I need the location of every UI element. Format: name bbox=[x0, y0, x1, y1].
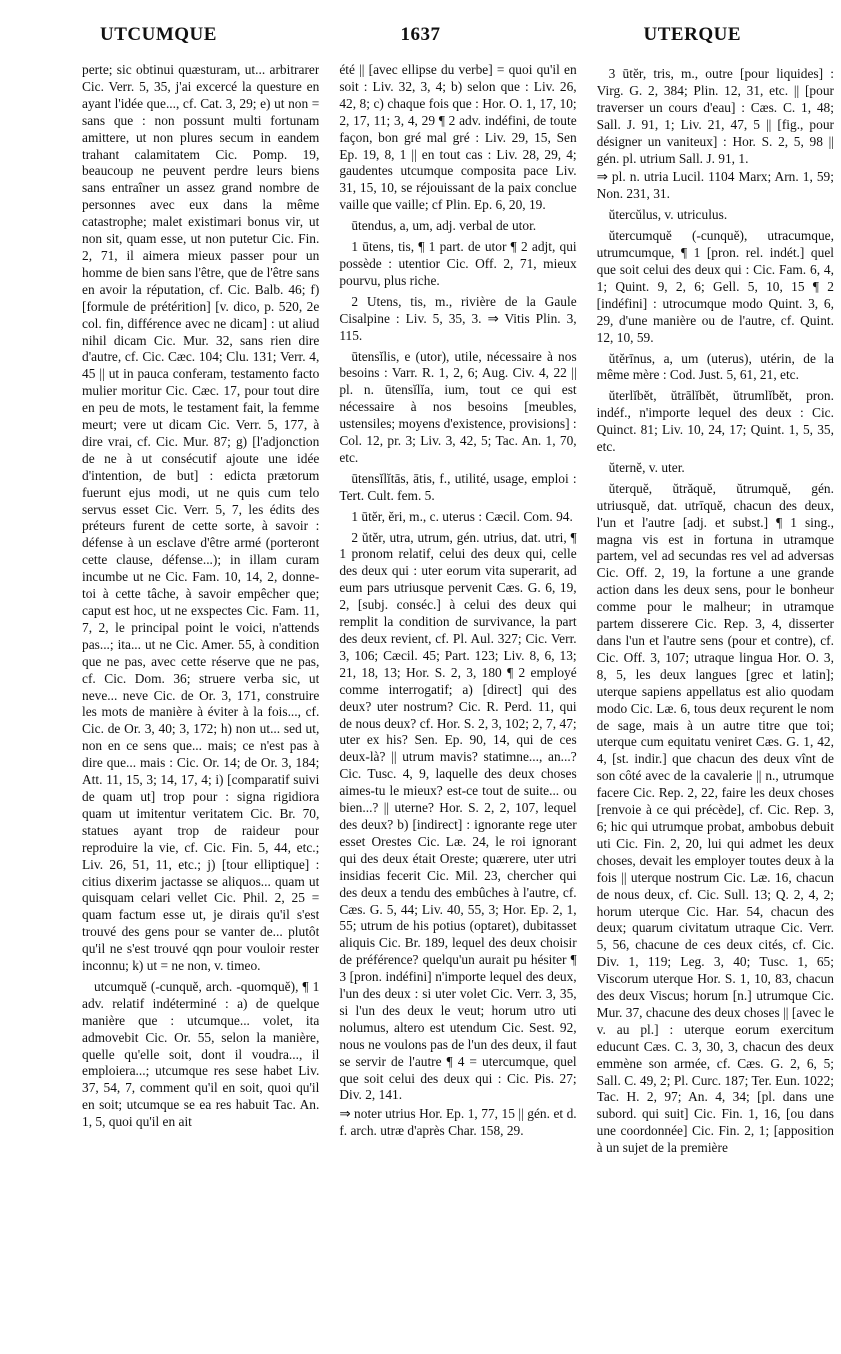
dictionary-entry: ŭtĕrīnus, a, um (uterus), utérin, de la même mère : Cod. Just. 5, 61, 21, etc. bbox=[596, 350, 834, 383]
running-head bbox=[0, 24, 841, 50]
dictionary-entry: ūtensĭlis, e (utor), utile, nécessaire à nos besoins : Varr. R. 1, 2, 6; Aug. Civ. 4, 22 || pl. n. ūtensĭlĭa, ium, tout ce qui est nécessaire à nos besoins [meubles, ustensiles; moyens d'existence, provisions] : Col. 12, pr. 3; Liv. 3, 42, 5; Tac. An. 1, 70, etc. bbox=[339, 348, 577, 465]
dictionary-entry: 2 ŭtĕr, utra, utrum, gén. utrius, dat. utri, ¶ 1 pronom relatif, celui des deux qui, celle des deux qui : uter eorum vita superarit, ad eum pars utriusque pervenit Cæs. G. 6, 19, 2, [subj. conséc.] à celui des deux qui remplit la condition de survivance, la part des deux revient, cf. Pl. Aul. 327; Cic. Verr. 3, 106; Cæcil. 45; Part. 123; Liv. 8, 6, 13; 21, 18, 13; Hor. S. 2, 3, 180 ¶ 2 employé comme interrogatif; a) [direct] qui des deux? uter nostrum? Cic. R. Perd. 11, qui de nous deux? cf. Hor. S. 2, 3, 102; 2, 7, 47; uter ex his? Sen. Ep. 90, 14, qui de ces deux-là? || utrum mavis? statimne..., an...? Cic. Tusc. 4, 9, laquelle des deux choses aimes-tu le mieux? est-ce tout de suite... ou bien...? || uterne? Hor. S. 2, 2, 107, lequel des deux? b) [indirect] : ignorante rege uter esset Orestes Cic. Læ. 24, le roi ignorant qui des deux était Oreste; quærere, uter utri insidias fecerit Cic. Mil. 23, chercher qui des deux a tendu des embûches à l'autre, cf. Cæs. G. 5, 44; Liv. 40, 55, 3; Hor. Ep. 2, 1, 55; utrum de his potius (optaret), dubitasset aliquis Cic. Br. 189, lequel des deux choisir de préférence? quelqu'un aurait pu hésiter ¶ 3 [pron. indéfini] n'importe lequel des deux, l'un des deux : si uter volet Cic. Verr. 3, 35, si l'un des deux le veut; horum utro uti nolumus, altero est utendum Cic. Sest. 92, nous ne voulons pas de l'un des deux, il faut se servir de l'autre ¶ 4 = utercumque, quel que soit celui des deux qui : Cic. Pis. 27; Div. 2, 141. bbox=[339, 529, 577, 1103]
dictionary-entry: utcumquĕ (-cunquĕ, arch. -quomquĕ), ¶ 1 adv. relatif indéterminé : a) de quelque manière que : utcumque... volet, ita admovebit Cic. Or. 55, selon la manière, quelle qu'elle soit, dont il voudra..., il emploiera...; utcumque res sese habet Liv. 37, 54, 7, comment qu'il en soit, quoi qu'il en soit; utcumque se ea res habuit Tac. An. 1, 5, quoi qu'il en ait bbox=[82, 978, 320, 1130]
entry-continuation: ⇒ noter utrius Hor. Ep. 1, 77, 15 || gén. et d. f. arch. utræ d'après Char. 158, 29. bbox=[339, 1106, 577, 1139]
dictionary-entry: ŭtercumquĕ (-cunquĕ), utracumque, utrumcumque, ¶ 1 [pron. rel. indét.] quel que soit celui des deux qui : Cic. Fam. 6, 4, 1; Quint. 9, 2, 6; Gell. 5, 10, 15 ¶ 2 [indéfini] : utrocumque modo Quint. 3, 6, 29, d'une manière ou de l'autre, cf. Quint. 12, 10, 59. bbox=[596, 228, 834, 345]
right-headword: UTERQUE bbox=[643, 24, 741, 45]
entry-continuation: perte; sic obtinui quæsturam, ut... arbitrarer Cic. Verr. 5, 35, j'ai excercé la questure en ayant l'idée que..., cf. Cat. 3, 29; e) ut non = sans que : non possunt multi fortunam amittere, ut non plures secum in eandem trahant calamitatem Cic. Pomp. 19, beaucoup ne peuvent perdre leurs biens sans entraîner un assez grand nombre de personnes avec eux dans la même catastrophe; malet existimari bonus vir, ut non sit, quam esse, ut non putetur Cic. Fin. 2, 71, il aimera mieux passer pour un homme de bien sans l'être, que de l'être sans en avoir la réputation, cf. Cic. Balb. 46; f) [formule de prétérition] [v. dico, p. 520, 2e col. fin, différence avec ne dicam] : ut aliud nihil dicam Cic. Mur. 32, sans rien dire d'autre, cf. Cic. Cæc. 104; Clu. 131; Verr. 4, 45 || ut in pauca conferam, testamento facto mulier moritur Cic. Cæc. 17, pour tout dire en peu de mots, le testament fait, la femme meurt; vere ut dicam Cic. Verr. 5, 177, à dire vrai, cf. Cic. Mur. 87; g) [l'adjonction de ne à ut consécutif ajoute une idée d'intention, de but] : edicta prætorum fuerunt ejus modi, ut ne quis cum telo servus esset Cic. Verr. 5, 7, les édits des préteurs furent de cette sorte, à savoir : défense à un esclave d'être armé (porteront cette clause, défense...); in illam curam incumbe ut ne Cic. Fam. 10, 14, 2, donne-toi à cette tâche, à savoir empêcher que; caput est hoc, ut ne exspectes Cic. Fam. 11, 7, 2, le principal point le voici, n'attends pas...; ita... ut ne Cic. Amer. 55, à condition que ne pas, avec cette réserve que ne pas, cf. Cic. Dom. 36; struere verba sic, ut neve... neve Cic. de Or. 3, 171, construire les mots de manière à éviter à la fois..., cf. Cic. de Or. 3, 40; 3, 172; h) non ut... sed ut, non en ce sens que... mais; ce n'est pas à dire que... mais : Cic. Or. 14; de Or. 3, 184; Att. 11, 15, 3; 14, 17, 4; i) [comparatif suivi de quam ut] trop pour : signa rigidiora quam ut imitentur veritatem Cic. Br. 70, statues ayant trop de raideur pour reproduire la vie, cf. Cic. Fin. 5, 44, etc.; Liv. 26, 51, 11, etc.; j) [tour elliptique] : citius dixerim jactasse se aliquos... quam ut quisquam celari vellet Cic. Phil. 2, 25 = quam factum esse ut, je dirais qu'il s'est trouvé des gens pour se vanter de... plutôt qu'il ne s'est trouvé qqn pour vouloir rester inconnu; k) ut = ne non, v. timeo. bbox=[82, 62, 320, 974]
dictionary-entry: 2 Utens, tis, m., rivière de la Gaule Cisalpine : Liv. 5, 35, 3. ⇒ Vitis Plin. 3, 115. bbox=[339, 293, 577, 343]
dictionary-entry: ŭtercŭlus, v. utriculus. bbox=[608, 207, 728, 223]
left-headword: UTCUMQUE bbox=[100, 24, 217, 45]
dictionary-entry: 1 ūtens, tis, ¶ 1 part. de utor ¶ 2 adjt, qui possède : utentior Cic. Off. 2, 71, mieux pourvu, plus riche. bbox=[339, 239, 577, 288]
dictionary-entry: ūtensĭlĭtās, ātis, f., utilité, usage, emploi : Tert. Cult. fem. 5. bbox=[339, 470, 577, 503]
entry-continuation: été || [avec ellipse du verbe] = quoi qu'il en soit : Liv. 32, 3, 4; b) selon que : Liv. 26, 42, 8; c) chaque fois que : Hor. O. 1, 17, 10; 2, 17, 11; 3, 4, 29 ¶ 2 adv. indéfini, de toute façon, bon gré mal gré : Liv. 29, 15, Sen Ep. 19, 8, 1 || en tout cas : Liv. 28, 29, 4; gaudentes utcumque composita pace Liv. 31, 15, 10, se réjouissant de la paix conclue vaille que vaille; cf Plin. Ep. 6, 20, 19. bbox=[339, 62, 577, 213]
page-number: 1637 bbox=[400, 24, 441, 45]
dictionary-entry: ŭterquĕ, ŭtrăquĕ, ŭtrumquĕ, gén. utriusquĕ, dat. utrīquĕ, chacun des deux, l'un et l'autre [adj. et subst.] ¶ 1 sing., magna vis est in fortuna in utramque partem, vel ad secundas res vel ad adversas Cic. Off. 2, 19, la fortune a une grande action dans les deux sens, pour le bonheur comme pour le malheur; in utramque partem disserere Cic. Rep. 3, 4, disserter dans l'un et l'autre sens (pour et contre), cf. Cic. Off. 3, 107; utraque lingua Hor. O. 3, 8, 5, les deux langues [grec et latin]; uterque sapiens appellatus est alio quodam modo Cic. Læ. 6, tous deux reçurent le nom de sage, mais à un autre titre que toi; uterque cum equitatu veniret Cæs. G. 1, 42, 4, [st. indir.] que chacun des deux vînt de son côté avec de la cavalerie || n., utrumque facere Cic. Rep. 2, 22, faire les deux choses [renvoie à ce qui précède], cf. Cic. Rep. 3, 6; hic qui utrumque probat, ambobus debuit uti Cic. Fin. 2, 20, lui qui admet les deux choses, devait les employer toutes deux à la fois || uterque nostrum Cic. Læ. 16, chacun de nous deux, cf. Cic. Sull. 13; Q. 2, 4, 2; horum uterque Cic. Har. 54, chacun des deux; quarum civitatum utraque Cic. Verr. 5, 56, chacune de ces deux cités, cf. Cic. Div. 1, 119; Leg. 3, 40; Tusc. 1, 65; Viscorum uterque Hor. S. 1, 10, 83, chacun des deux Viscus; horum [n.] utrumque Cic. Mur. 37, chacune des deux choses || [avec le v. au pl.] : uterque eorum exercitum educunt Cæs. C. 3, 30, 3, chacun des deux emmène son armée, cf. Cæs. G. 2, 6, 5; Sall. C. 49, 2; Pl. Curc. 187; Ter. Eun. 1022; Tac. H. 2, 97; An. 4, 34; [pl. dans une subord. qui suit] Cic. Fin. 1, 16, [ou dans une coordonnée] Cic. Fin. 2, 1; [apposition à un sujet de la première bbox=[596, 480, 834, 1156]
dictionary-entry: 3 ūtĕr, tris, m., outre [pour liquides] : Virg. G. 2, 384; Plin. 12, 31, etc. || [pour traverser un cours d'eau] : Cæs. C. 1, 48; Sall. J. 91, 1; Liv. 21, 47, 5 || [fig., pour désigner un vaniteux] : Hor. S. 2, 5, 98 || gén. pl. utrium Sall. J. 91, 1. bbox=[596, 66, 834, 166]
dictionary-entry: ūtendus, a, um, adj. verbal de utor. bbox=[351, 218, 537, 234]
entry-continuation: ⇒ pl. n. utria Lucil. 1104 Marx; Arn. 1, 59; Non. 231, 31. bbox=[596, 169, 834, 202]
text-columns bbox=[82, 62, 834, 1342]
column-2 bbox=[339, 62, 576, 1342]
column-1 bbox=[82, 62, 319, 1342]
column-3 bbox=[597, 62, 834, 1342]
dictionary-entry: ŭternĕ, v. uter. bbox=[608, 459, 685, 475]
dictionary-entry: ŭterlĭbĕt, ŭtrālĭbĕt, ŭtrumlĭbĕt, pron. indéf., n'importe lequel des deux : Cic. Quinct. 81; Liv. 10, 24, 17; Quint. 1, 5, 35, etc. bbox=[596, 388, 834, 455]
dictionary-entry: 1 ūtĕr, ĕri, m., c. uterus : Cæcil. Com. 94. bbox=[351, 508, 573, 524]
